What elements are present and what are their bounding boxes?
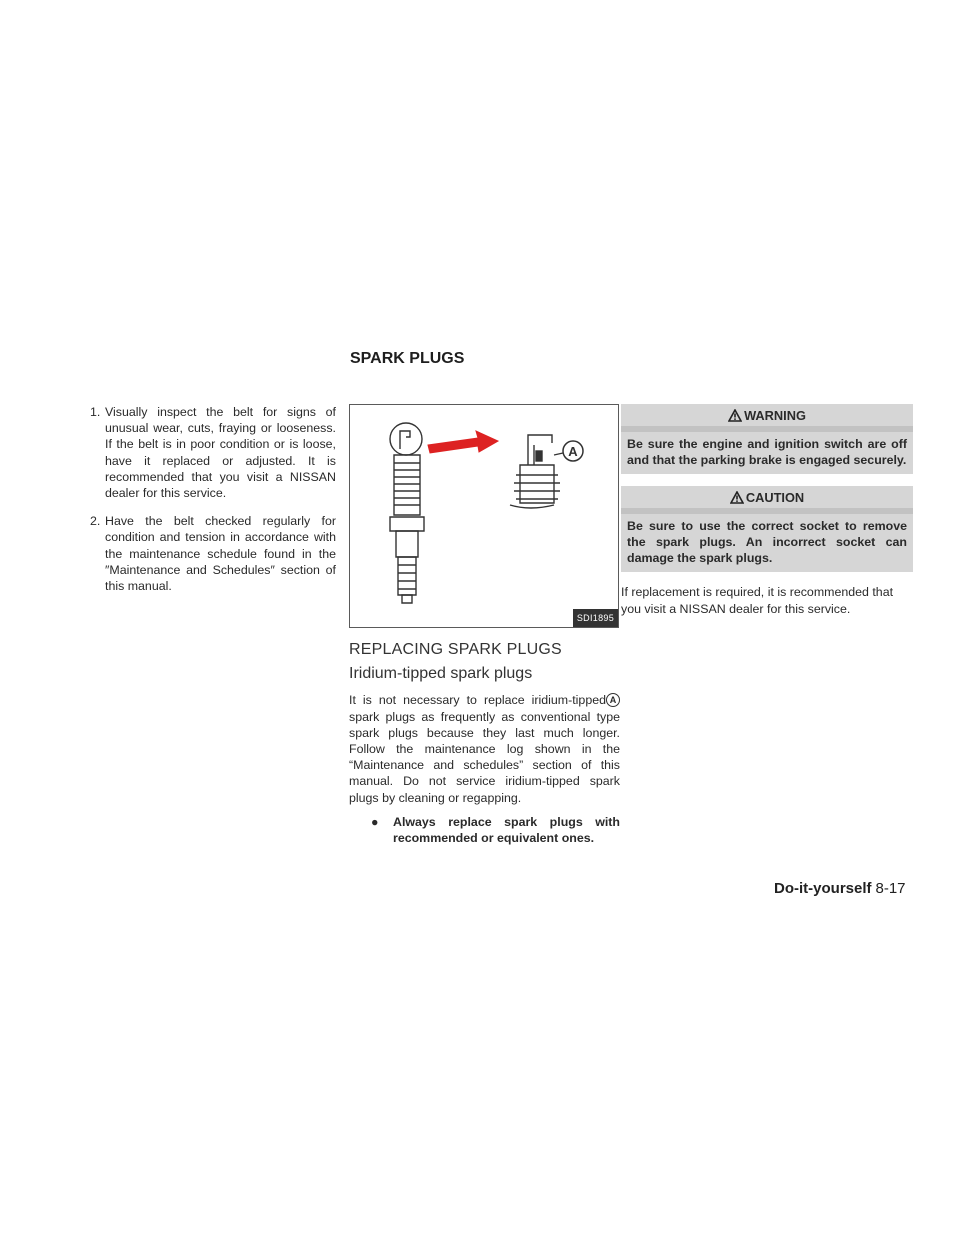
section-heading: SPARK PLUGS: [350, 350, 465, 367]
warning-title-text: WARNING: [744, 408, 806, 423]
callout-a-icon: A: [606, 693, 620, 707]
iridium-text-after: spark plugs as frequently as conventional type spark plugs because they last much longer. Follow the maintenance log shown in the “Maintenance and schedules” section of this manual. Do not service iridium-tipped spark plugs by cleaning or regapping.: [349, 709, 620, 805]
warning-icon: [728, 409, 742, 422]
list-number: 1.: [90, 405, 101, 419]
list-text: Have the belt checked regularly for condition and tension in accordance with the maintenance schedule found in the ″Maintenance and Schedules″ section of this manual.: [105, 514, 336, 594]
warning-title: [627, 404, 907, 426]
list-item: [78, 513, 336, 594]
caution-divider: [621, 508, 913, 514]
list-text: Visually inspect the belt for signs of unusual wear, cuts, fraying or looseness. If the belt is in poor condition or is loose, have it replaced or adjusted. It is recommended that you visit a NISSAN dealer for this service.: [105, 405, 336, 501]
iridium-heading: Iridium-tipped spark plugs: [349, 665, 533, 683]
spark-plug-illustration: [350, 405, 620, 629]
caution-box: [621, 486, 913, 572]
iridium-text-before: It is not necessary to replace iridium-tipped: [349, 693, 606, 708]
list-number: 2.: [90, 514, 101, 529]
figure-callout: A: [568, 444, 578, 459]
bullet-item: [371, 814, 620, 846]
warning-text: Be sure the engine and ignition switch are off and that the parking brake is engaged securely.: [627, 437, 907, 468]
spark-plug-figure: [349, 404, 619, 628]
bullet-icon: ●: [371, 814, 379, 829]
caution-text: Be sure to use the correct socket to remove the spark plugs. An incorrect socket can damage the spark plugs.: [627, 519, 907, 566]
figure-id: SDI1895: [573, 609, 618, 627]
caution-icon: [730, 491, 744, 504]
page-number: 8-17: [875, 880, 906, 897]
column-left: [78, 404, 336, 606]
list-item: [78, 404, 336, 501]
warning-divider: [621, 426, 913, 432]
footer-section: Do-it-yourself: [774, 880, 872, 897]
replacing-heading: REPLACING SPARK PLUGS: [349, 641, 562, 658]
replacement-paragraph: If replacement is required, it is recommended that you visit a NISSAN dealer for this service.: [621, 585, 894, 616]
page-footer: [774, 880, 906, 897]
caution-title-text: CAUTION: [745, 490, 805, 506]
iridium-paragraph: [349, 692, 620, 805]
column-middle: [349, 404, 620, 846]
bullet-text: Always replace spark plugs with recommended or equivalent ones.: [393, 814, 620, 846]
column-right: [621, 404, 913, 617]
caution-title: [627, 486, 907, 508]
warning-box: [621, 404, 913, 474]
